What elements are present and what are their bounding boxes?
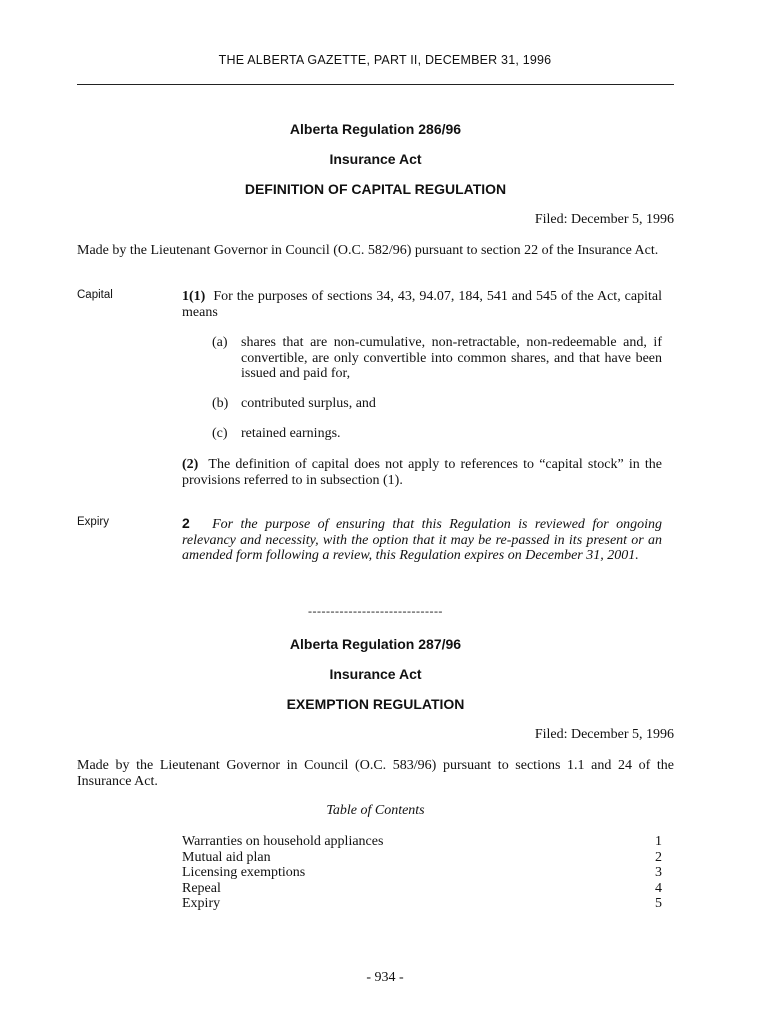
toc-row (182, 850, 662, 866)
clause-c-label: (c) (212, 426, 228, 441)
toc-row-title: Licensing exemptions (182, 865, 306, 880)
section-1-2-text: The definition of capital does not apply to references to “capital stock” in the provisions referred to in subsection (1). (182, 457, 662, 488)
gazette-header: THE ALBERTA GAZETTE, PART II, DECEMBER 31, 1996 (218, 53, 552, 67)
toc-row-number: 2 (655, 849, 662, 865)
header-rule (77, 84, 674, 85)
toc-row-title: Repeal (182, 880, 221, 896)
margin-note-expiry: Expiry (77, 516, 109, 528)
clause-b (212, 396, 662, 412)
reg2-act: Insurance Act (329, 666, 422, 682)
toc-row-number: 3 (655, 865, 662, 880)
toc-row-title: Expiry (182, 896, 221, 911)
section-1-2-number: (2) (182, 457, 199, 472)
clause-c (212, 426, 662, 442)
reg2-made-by: Made by the Lieutenant Governor in Council (O.C. 583/96) pursuant to sections 1.1 and 24 of the Insurance Act. (77, 758, 674, 789)
toc-title: Table of Contents (326, 803, 425, 818)
clause-a-label: (a) (212, 335, 228, 350)
toc-row-number: 4 (655, 880, 662, 896)
clause-a (212, 335, 662, 382)
clause-a-text: shares that are non-cumulative, non-retractable, non-redeemable and, if convertible, are only convertible into common shares, and that have been issued and paid for, (241, 335, 662, 381)
section-2-text: For the purpose of ensuring that this Regulation is reviewed for ongoing relevancy and necessity, with the option that it may be re-passed in its present or an amended form following a review, this Regulation expires on December 31, 2001. (182, 517, 663, 563)
toc-row-title: Warranties on household appliances (182, 834, 384, 849)
regulation-separator: ------------------------------ (308, 604, 443, 618)
toc-row-number: 1 (655, 834, 662, 849)
clause-c-text: retained earnings. (241, 426, 341, 441)
reg1-filed: Filed: December 5, 1996 (534, 212, 674, 227)
clause-b-label: (b) (212, 396, 229, 411)
margin-note-capital: Capital (77, 289, 113, 301)
toc-row (182, 834, 662, 850)
section-1-1-number: 1(1) (182, 289, 206, 304)
reg1-title: DEFINITION OF CAPITAL REGULATION (244, 181, 507, 197)
reg2-number: Alberta Regulation 287/96 (289, 636, 462, 652)
toc-row (182, 865, 662, 881)
reg1-made-by: Made by the Lieutenant Governor in Council (O.C. 582/96) pursuant to section 22 of the Insurance Act. (77, 243, 659, 258)
reg1-act: Insurance Act (329, 151, 422, 167)
reg2-filed: Filed: December 5, 1996 (534, 727, 674, 742)
section-1-1 (182, 289, 662, 320)
section-1-2 (182, 457, 662, 488)
page-number: - 934 - (366, 970, 404, 985)
section-2-number: 2 (182, 515, 190, 531)
section-2 (182, 516, 662, 564)
reg1-number: Alberta Regulation 286/96 (289, 121, 462, 137)
toc-row-number: 5 (655, 896, 662, 911)
toc-row-title: Mutual aid plan (182, 849, 271, 865)
toc-row (182, 896, 662, 912)
toc-row (182, 881, 662, 897)
section-1-1-text: For the purposes of sections 34, 43, 94.07, 184, 541 and 545 of the Act, capital means (182, 289, 662, 320)
clause-b-text: contributed surplus, and (241, 396, 376, 411)
reg2-title: EXEMPTION REGULATION (286, 696, 465, 712)
